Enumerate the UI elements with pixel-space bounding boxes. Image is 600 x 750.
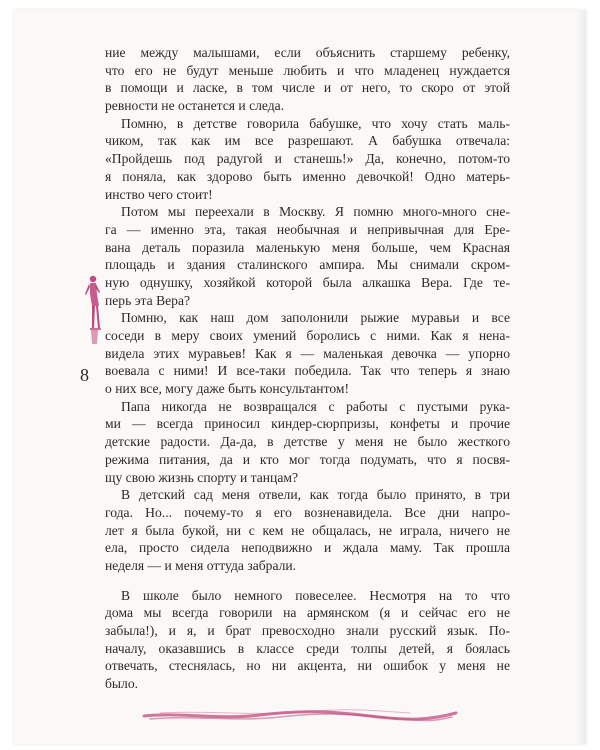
text-line: воевала с ними! И все-таки победила. Так что теперь я знаю [105,363,510,379]
text-line: забыла!), и я, и брат превосходно знали русский язык. По- [105,623,510,638]
page-edge-shadow [576,10,586,744]
text-line: ела, просто сидела неподвижно и ждала маму. Так прошла [105,540,510,556]
text-line: года. Но... почему-то я его возненавидела. Все дни напро- [105,504,510,520]
body-text [105,44,510,693]
text-line: перь эта Вера? [105,292,191,308]
text-line: о них все, могу даже быть консультантом! [105,381,350,397]
text-line: ние между малышами, если объяснить старшему ребенку, [105,45,510,60]
text-line: щу свою жизнь спорту и танцам? [105,469,298,485]
text-line: было. [105,676,139,692]
text-line: га — именно эта, такая необычная и непривычная для Ере- [105,221,510,237]
text-line: лет я была букой, ни с кем не общалась, не играла, ничего не [105,522,510,538]
section-break [105,575,510,587]
pink-brush-stroke-icon [140,702,460,728]
text-line: Помню, как наш дом заполонили рыжие муравьи и все [121,310,510,326]
text-line: вана деталь поразила маленькую меня больше, чем Красная [105,239,510,255]
text-line: детские радости. Да-да, в детстве у меня не было жесткого [105,434,510,450]
text-line: Папа никогда не возвращался с работы с пустыми рука- [121,398,510,414]
text-line: видела этих муравьев! Как я — маленькая девочка — упорно [105,345,510,361]
text-line: Помню, в детстве говорила бабушке, что хочу стать маль- [121,115,510,131]
text-line: инство чего стоит! [105,186,213,202]
paragraph [105,587,510,693]
text-line: В детский сад меня отвели, как тогда было принято, в три [121,487,510,503]
text-line: соседи в меру своих умений боролись с ними. Как я нена- [105,328,510,343]
text-line: что его не будут меньше любить и что младенец нуждается [105,62,510,78]
paragraph [105,486,510,574]
text-line: чиком, так как им все разрешают. А бабушка отвечала: [105,133,510,149]
text-line: ревности не останется и следа. [105,98,285,114]
paragraph [105,398,510,486]
text-line: ми — всегда приносил киндер-сюрпризы, конфеты и прочие [105,416,510,432]
text-line: В школе было немного повеселее. Несмотря на то что [121,587,510,603]
text-line: я поняла, как здорово быть именно девочкой! Одно матерь- [105,168,510,184]
text-line: в помощи и ласке, в том числе и от него, то скоро от этой [105,80,510,96]
paragraph [105,203,510,309]
text-line: площадь и здания сталинского ампира. Мы снимали скром- [105,257,510,273]
paragraph [105,44,510,115]
text-line: отвечать, стеснялась, но ни акцента, ни ошибок у меня не [105,658,510,674]
text-line: режима питания, да и кто мог тогда подумать, что я посвя- [105,451,510,467]
paragraph [105,115,510,203]
text-line: «Пройдешь под радугой и станешь!» Да, конечно, потом-то [105,151,510,167]
text-line: ную однушку, хозяйкой которой была алкашка Вера. Где те- [105,274,510,290]
paragraph [105,309,510,397]
text-line: Потом мы переехали в Москву. Я помню много-много сне- [121,204,510,220]
text-line: началу, оказавшись в классе среди толпы детей, я боялась [105,640,510,656]
text-line: дома мы всегда говорили на армянском (я и сейчас его не [105,605,510,621]
page-number: 8 [80,365,89,385]
text-line: неделя — и меня оттуда забрали. [105,557,297,573]
